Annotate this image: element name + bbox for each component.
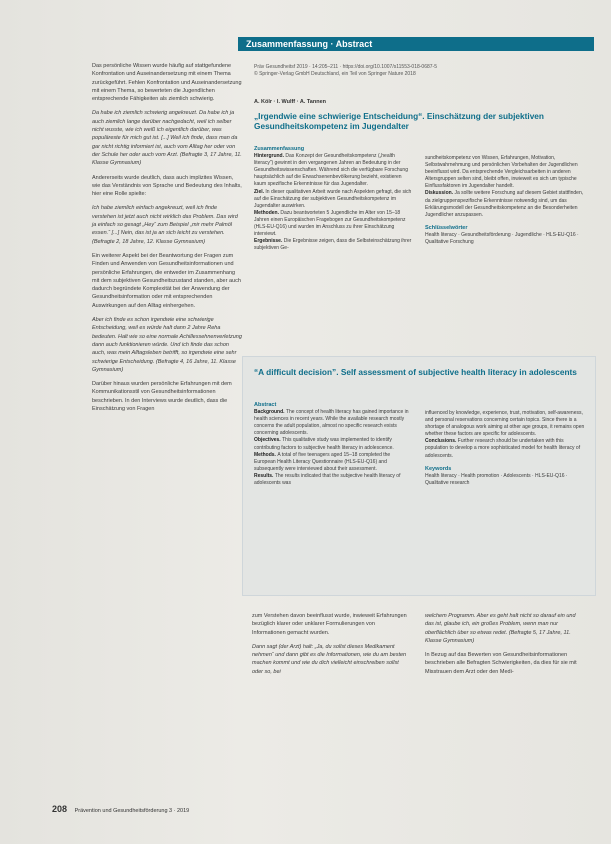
abstract-paragraph [425,155,585,190]
journal-name: Prävention und Gesundheitsförderung 3 · 2019 [74,808,190,814]
german-abstract-right [425,155,585,246]
abstract-text: The results indicated that the subjective health literacy of adolescents was [254,472,401,487]
quote-paragraph: Dann sagt (der Arzt) halt: „Ja, du sollst dieses Medikament nehmen“ und dann gibt es die Informationen, wie du am besten machen kommt und wie du dich vielleicht einschreiben sollst oder so, bei [252,643,407,675]
abstract-text: This qualitative study was implemented to identify contributing factors to subjective health literacy in adolescence. [254,437,394,451]
abstract-label: Hintergrund. [254,153,286,160]
page-footer [52,804,189,814]
english-title: “A difficult decision”. Self assessment of subjective health literacy in adolescents [254,367,577,377]
abstract-paragraph [254,473,412,487]
abstract-text: In dieser qualitativen Arbeit wurde nach Aspekten gefragt, die sich auf die Einschätzung der subjektiven Gesundheitskompetenz im Jugendalter auswirken. [254,188,412,209]
quote-paragraph: Aber ich finde es schon irgendwie eine schwierige Entscheidung, weil es würde halt dann 2 Jahre Reha bedeuten. Halt wie so eine normale Achillessehnenverletzung dann auch funktionieren würde. Und ich finde das schon auch, was mein Alltagsleben betrifft, so irgendwie eine sehr schwierige Entscheidung. (Befragte 4, 16 Jahre, 11. Klasse Gymnasium) [92,317,242,373]
quote-paragraph: welchem Programm. Aber es geht halt nicht so darauf ein und das ist, glaube ich, ein großes Problem, wenn man nur oberflächlich über so etwas redet. (Befragte 5, 17 Jahre, 11. Klasse Gymnasium) [425,613,576,644]
abstract-paragraph [254,210,412,238]
copyright-line: © Springer-Verlag GmbH Deutschland, ein Teil von Springer Nature 2018 [254,71,416,77]
abstract-text: A total of five teenagers aged 15–18 completed the European Health Literacy Questionnaire (HLS-EU-Q16) and subsequently were interviewed about their assessment. [254,451,391,472]
right-body-column [425,612,583,682]
page-number: 208 [52,804,68,814]
section-banner: Zusammenfassung · Abstract [238,37,594,51]
authors: A. Kölr · I. Wulff · A. Tannen [254,99,327,105]
english-abstract-left [254,402,412,487]
german-abstract-left [254,146,412,252]
abstract-paragraph [254,437,412,451]
abstract-paragraph [425,190,585,218]
abstract-paragraph [254,189,412,210]
citation-line: Präv Gesundheitsf 2019 · 14:205–211 · https://doi.org/10.1007/s11553-018-0687-5 [254,64,437,70]
quote-paragraph: Da habe ich ziemlich schwierig angekreuzt. Da habe ich ja auch ziemlich lange darüber nachgedacht, weil ich selber nicht wusste, wie ich weiß ich eigentlich darüber, was populäreste für mich gut ist. [...] Weil ich finde, dass man da gar nicht richtig informiert ist, auch vom Alltag her oder von der Schule her oder auch vom Arzt. (Befragte 3, 17 Jahre, 11. Klasse Gymnasium) [92,110,242,167]
abstract-text: Ja sollte weitere Forschung auf diesem Gebiet stattfinden, da zielgruppenspezifische Erkenntnisse notwendig sind, um das Erklärungsmodell der Gesundheitskompetenz an die Besonderheiten Jugendlicher anzupassen. [425,190,584,218]
abstract-paragraph [254,153,412,188]
body-paragraph: Das persönliche Wissen wurde häufig auf stattgefundene Konfrontation und Auseinandersetzung mit einem Thema zurückgeführt. Fehlen Konfrontation und Auseinandersetzung mit einem Thema, so bewerteten die Jugendlichen entsprechende Fähigkeiten als ziemlich schwierig. [92,63,242,103]
abstract-label: Objectives. [254,437,283,444]
abstract-text: sundheitskompetenz von Wissen, Erfahrungen, Motivation, Selbstwahrnehmung und persönlichen Vorbehalten der Jugendlichen beeinflusst wird. Da entsprechende Vergleichsarbeiten in anderen Altersgruppen selten sind, bleibt offen, inwieweit es sich um typische Einflussfaktoren im Jugendalter handelt. [425,155,578,190]
middle-body-column [252,612,410,682]
left-body-column [92,62,242,419]
abstract-label: Ergebnisse. [254,238,284,245]
abstract-text: Das Konzept der Gesundheitskompetenz („health literacy“) gewinnt in den vergangenen Jahren an Bedeutung in der Gesundheitswissenschaften. Während sich die verfügbare Forschung hauptsächlich auf die Erwachsenenbevölkerung bezieht, existieren kaum spezifische Erkenntnisse für das Jugendalter. [254,153,408,188]
abstract-text: influenced by knowledge, experience, trust, motivation, self-awareness, and personal reservations concerning certain topics. Since there is a shortage of analogous work aiming at other age groups, it remains open whether these factors are specific for adolescents. [425,410,585,438]
abstract-text: Further research should be undertaken with this population to develop a more sophisticated model for health literacy of adolescents. [425,438,581,459]
english-abstract-heading: Abstract [254,402,277,408]
body-paragraph: In Bezug auf das Bewerten von Gesundheitsinformationen beschrieben alle Befragten Schwierigkeiten, da dies für sie mit Misstrauen dem Arzt oder den Medi- [425,652,577,675]
abstract-label: Methods. [254,451,278,458]
abstract-label: Methoden. [254,209,281,216]
german-keywords: Health literacy · Gesundheitsförderung · Jugendliche · HLS-EU-Q16 · Qualitative Forschung [425,231,579,246]
citation-meta [254,64,584,78]
abstract-paragraph [254,409,412,437]
abstract-paragraph [254,452,412,473]
english-abstract-right [425,410,585,487]
abstract-label: Diskussion. [425,190,455,197]
abstract-text: Die Ergebnisse zeigen, dass die Selbsteinschätzung ihrer subjektiven Ge- [254,238,412,252]
german-abstract-heading: Zusammenfassung [254,146,305,152]
german-keywords-heading: Schlüsselwörter [425,224,468,231]
english-keywords-heading: Keywords [425,465,452,472]
quote-paragraph: Ich habe ziemlich einfach angekreuzt, weil ich finde verstehen ist jetzt auch nicht wirklich das Problem. Das wird ja einfach so gesagt „Hey“ zum Beispiel „mir mehr Palmöl essen.“ [...] Nein, das ist ja an sich leicht zu verstehen. (Befragte 2, 18 Jahre, 12. Klasse Gymnasium) [92,205,238,245]
abstract-label: Ziel. [254,188,266,195]
abstract-paragraph [425,438,585,459]
body-paragraph: Darüber hinaus wurden persönliche Erfahrungen mit dem Kommunikationsstil von Gesundheitsinformationen beschrieben. In den Interviews wurde deutlich, dass die Einschätzung von Fragen [92,381,232,412]
abstract-label: Results. [254,472,275,479]
body-paragraph: Andererseits wurde deutlich, dass auch implizites Wissen, wie das Verständnis von Sprache und Bedeutung des Inhalts, hier eine Rolle spielte: [92,174,242,198]
abstract-paragraph [425,410,585,438]
abstract-label: Conclusions. [425,438,458,445]
abstract-label: Background. [254,409,286,416]
body-paragraph: Ein weiterer Aspekt bei der Beantwortung der Fragen zum Finden und Anwenden von Gesundheitsinformationen und persönliche Erfahrungen, die entweder im Zusammenhang mit dem subjektiven Gesundheitszustand standen, aber auch dadurch begründete Komplexität bei der Anwendung der Gesundheitsinformation oder mit entsprechenden Auswirkungen auf den Alltag einhergehen. [92,252,241,309]
body-paragraph: zum Verstehen davon beeinflusst wurde, inwieweit Erfahrungen bezüglich klarer oder unklarer Formulierungen von Informationen gemacht wurden. [252,613,407,636]
english-keywords: Health literacy · Health promotion · Adolescents · HLS-EU-Q16 · Qualitative research [425,472,568,486]
abstract-text: Dazu beantworteten 5 Jugendliche im Alter von 15–18 Jahren einen Europäischen Fragebogen zur Gesundheitskompetenz (HLS-EU-Q16) und wurden im Anschluss zu ihrer Einschätzung interviewt. [254,209,406,238]
abstract-text: The concept of health literacy has gained importance in health sciences in recent years. While the available research mostly concerns the adult population, almost no specific research exists concerning adolescents. [254,409,409,437]
german-title: „Irgendwie eine schwierige Entscheidung“. Einschätzung der subjektiven Gesundheitskompetenz im Jugendalter [254,111,544,131]
abstract-paragraph [254,238,412,252]
